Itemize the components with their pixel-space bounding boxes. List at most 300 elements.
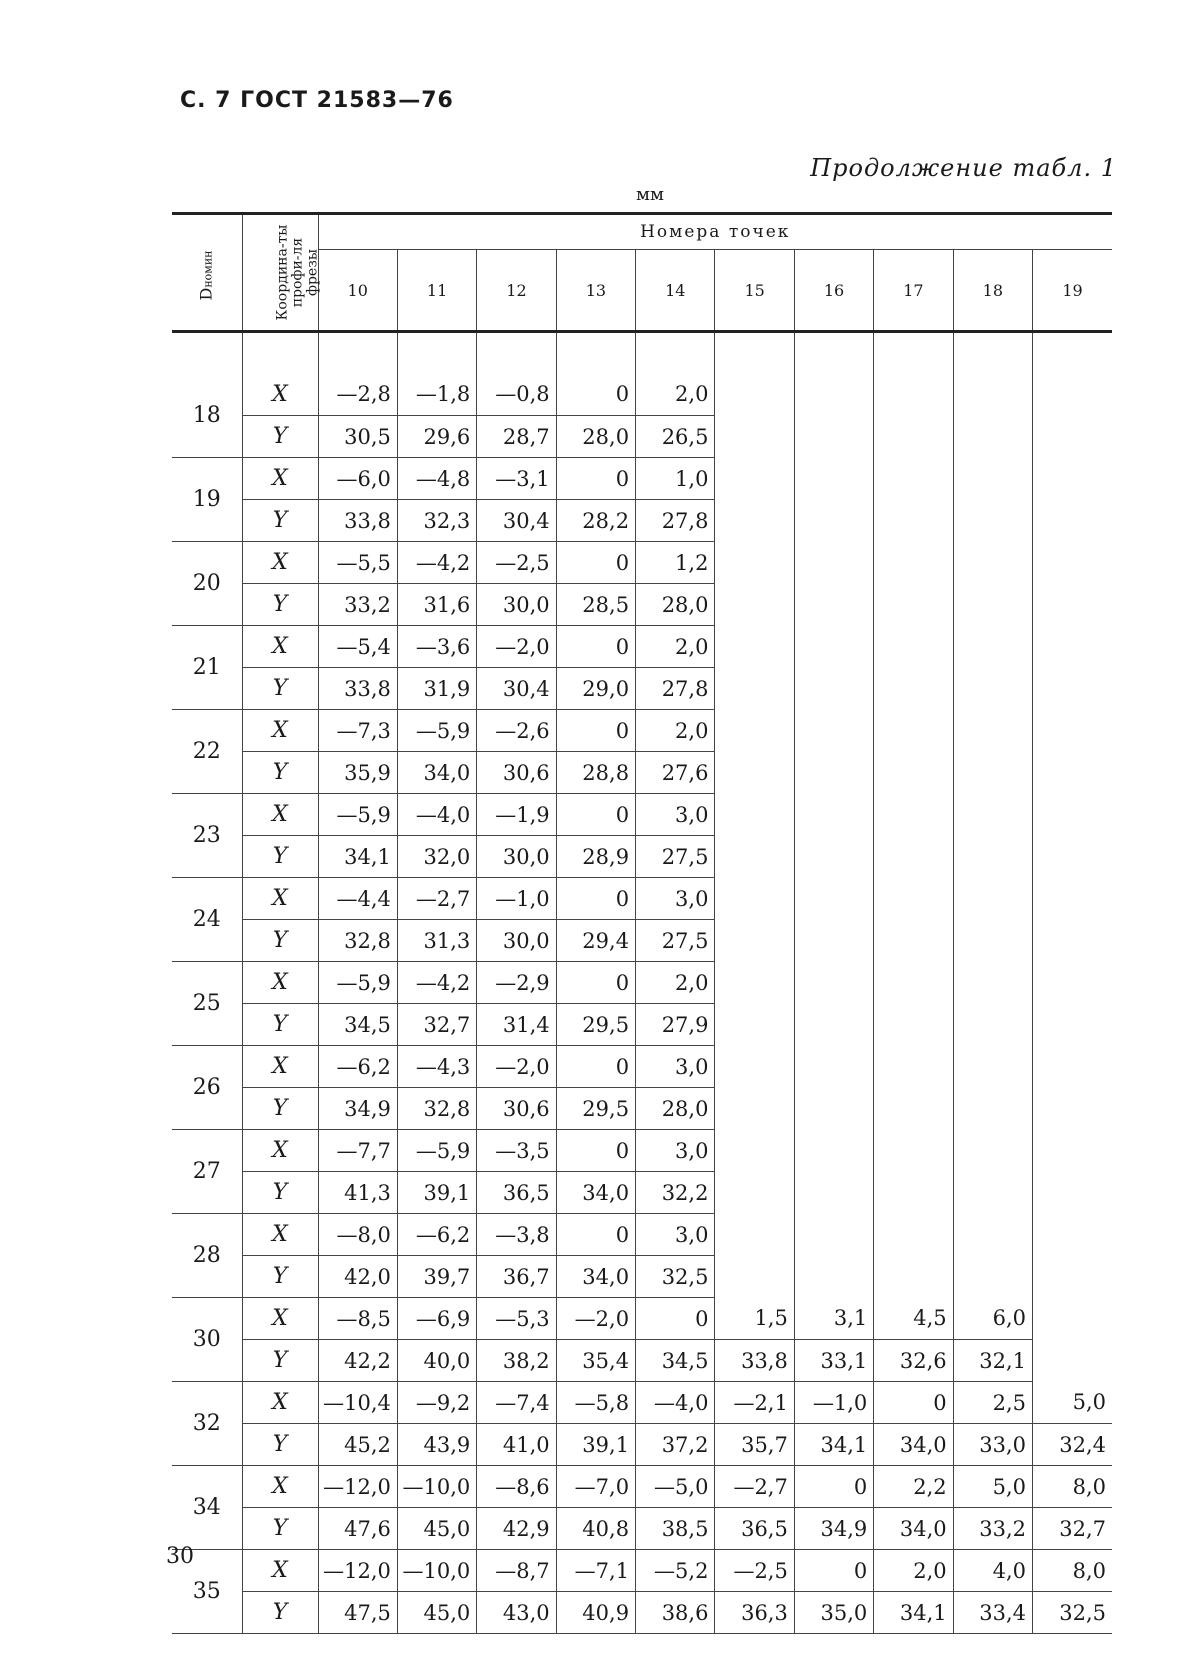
coordinate-label-cell: X — [242, 458, 318, 500]
value-cell — [874, 416, 953, 458]
value-cell: 29,5 — [556, 1088, 635, 1130]
point-number-header: 15 — [715, 250, 794, 332]
table-row — [172, 1508, 1112, 1550]
coordinate-label-cell: Y — [242, 1256, 318, 1298]
table-row — [172, 1550, 1112, 1592]
value-cell: 3,0 — [636, 1130, 715, 1172]
value-cell — [874, 1088, 953, 1130]
table-row — [172, 962, 1112, 1004]
coordinate-label-cell: X — [242, 542, 318, 584]
value-cell: 6,0 — [953, 1298, 1032, 1340]
coordinate-label-cell: Y — [242, 584, 318, 626]
value-cell: —5,5 — [318, 542, 397, 584]
value-cell: 34,0 — [556, 1256, 635, 1298]
value-cell — [1033, 836, 1112, 878]
value-cell: —8,5 — [318, 1298, 397, 1340]
nominal-diameter-cell: 28 — [172, 1214, 242, 1298]
table-row — [172, 920, 1112, 962]
value-cell: 31,9 — [397, 668, 476, 710]
value-cell — [715, 668, 794, 710]
value-cell: 5,0 — [953, 1466, 1032, 1508]
value-cell — [715, 584, 794, 626]
value-cell: —2,9 — [477, 962, 556, 1004]
value-cell: 34,1 — [874, 1592, 953, 1634]
value-cell — [1033, 752, 1112, 794]
value-cell: 28,5 — [556, 584, 635, 626]
value-cell: 28,2 — [556, 500, 635, 542]
coordinate-label-cell: X — [242, 1466, 318, 1508]
coordinate-label-cell: Y — [242, 1340, 318, 1382]
value-cell: 33,1 — [794, 1340, 873, 1382]
value-cell — [874, 668, 953, 710]
value-cell: —7,1 — [556, 1550, 635, 1592]
value-cell — [953, 878, 1032, 920]
value-cell — [874, 1130, 953, 1172]
value-cell: —4,3 — [397, 1046, 476, 1088]
value-cell: 37,2 — [636, 1424, 715, 1466]
point-number-header: 16 — [794, 250, 873, 332]
value-cell: 35,4 — [556, 1340, 635, 1382]
value-cell — [1033, 1298, 1112, 1340]
value-cell: —5,9 — [318, 794, 397, 836]
value-cell: 0 — [556, 626, 635, 668]
value-cell: —2,0 — [477, 626, 556, 668]
table-row — [172, 584, 1112, 626]
value-cell: 39,7 — [397, 1256, 476, 1298]
coordinate-label-cell: X — [242, 1214, 318, 1256]
value-cell: 3,0 — [636, 794, 715, 836]
value-cell: —5,9 — [397, 710, 476, 752]
value-cell: 34,5 — [636, 1340, 715, 1382]
value-cell: 43,0 — [477, 1592, 556, 1634]
value-cell: 34,9 — [794, 1508, 873, 1550]
value-cell: 28,0 — [556, 416, 635, 458]
value-cell: —8,0 — [318, 1214, 397, 1256]
value-cell: —4,2 — [397, 962, 476, 1004]
value-cell: 36,7 — [477, 1256, 556, 1298]
value-cell: 40,9 — [556, 1592, 635, 1634]
value-cell — [953, 1088, 1032, 1130]
value-cell: —2,7 — [715, 1466, 794, 1508]
value-cell — [794, 1004, 873, 1046]
coordinate-label-cell: Y — [242, 836, 318, 878]
value-cell: 33,8 — [318, 668, 397, 710]
value-cell: —10,0 — [397, 1550, 476, 1592]
value-cell: 0 — [556, 710, 635, 752]
table-row — [172, 752, 1112, 794]
value-cell: 2,5 — [953, 1382, 1032, 1424]
coordinate-label-cell: X — [242, 794, 318, 836]
nominal-diameter-cell: 22 — [172, 710, 242, 794]
value-cell — [1033, 1256, 1112, 1298]
value-cell — [1033, 1088, 1112, 1130]
value-cell — [1033, 1130, 1112, 1172]
value-cell: —7,4 — [477, 1382, 556, 1424]
coordinate-label-cell: X — [242, 626, 318, 668]
value-cell: —4,8 — [397, 458, 476, 500]
value-cell — [1033, 1004, 1112, 1046]
nominal-diameter-cell: 23 — [172, 794, 242, 878]
value-cell — [794, 1046, 873, 1088]
value-cell: —4,2 — [397, 542, 476, 584]
value-cell — [715, 878, 794, 920]
value-cell: 30,0 — [477, 584, 556, 626]
value-cell: —1,0 — [794, 1382, 873, 1424]
value-cell: 30,0 — [477, 836, 556, 878]
value-cell — [715, 794, 794, 836]
value-cell: 26,5 — [636, 416, 715, 458]
value-cell: 0 — [556, 1046, 635, 1088]
value-cell: 38,5 — [636, 1508, 715, 1550]
value-cell: 2,0 — [636, 626, 715, 668]
value-cell: 28,8 — [556, 752, 635, 794]
value-cell: 32,5 — [636, 1256, 715, 1298]
point-number-header: 12 — [477, 250, 556, 332]
value-cell: 36,5 — [715, 1508, 794, 1550]
value-cell: —12,0 — [318, 1550, 397, 1592]
value-cell: —5,2 — [636, 1550, 715, 1592]
value-cell: 30,4 — [477, 668, 556, 710]
nominal-diameter-cell: 34 — [172, 1466, 242, 1550]
value-cell — [1033, 458, 1112, 500]
value-cell: —4,0 — [397, 794, 476, 836]
table-row — [172, 542, 1112, 584]
column-header-coordinates: Координа-ты профи-ля фрезы — [242, 214, 318, 332]
value-cell: 34,1 — [794, 1424, 873, 1466]
value-cell — [953, 962, 1032, 1004]
value-cell — [1033, 962, 1112, 1004]
point-number-header: 11 — [397, 250, 476, 332]
value-cell: 32,8 — [318, 920, 397, 962]
value-cell: 33,2 — [953, 1508, 1032, 1550]
value-cell: 34,0 — [397, 752, 476, 794]
point-number-header: 10 — [318, 250, 397, 332]
value-cell — [1033, 584, 1112, 626]
value-cell: —6,2 — [397, 1214, 476, 1256]
value-cell: 33,2 — [318, 584, 397, 626]
coordinate-label-cell: Y — [242, 1508, 318, 1550]
value-cell: 42,0 — [318, 1256, 397, 1298]
coordinate-label-cell: Y — [242, 1592, 318, 1634]
coordinate-label-cell: X — [242, 374, 318, 416]
value-cell: 32,7 — [397, 1004, 476, 1046]
value-cell — [794, 1256, 873, 1298]
table-row — [172, 626, 1112, 668]
value-cell — [715, 500, 794, 542]
point-number-header: 18 — [953, 250, 1032, 332]
coordinate-label-cell: X — [242, 1382, 318, 1424]
value-cell: 38,6 — [636, 1592, 715, 1634]
value-cell — [794, 962, 873, 1004]
coordinate-label-cell: Y — [242, 500, 318, 542]
value-cell: 30,5 — [318, 416, 397, 458]
value-cell — [874, 920, 953, 962]
value-cell: 0 — [794, 1466, 873, 1508]
value-cell: 42,9 — [477, 1508, 556, 1550]
coordinate-label-cell: Y — [242, 920, 318, 962]
value-cell: 32,7 — [1033, 1508, 1112, 1550]
value-cell — [874, 374, 953, 416]
value-cell — [1033, 374, 1112, 416]
value-cell — [874, 458, 953, 500]
value-cell: 35,9 — [318, 752, 397, 794]
value-cell — [1033, 710, 1112, 752]
value-cell: 8,0 — [1033, 1466, 1112, 1508]
value-cell: 35,7 — [715, 1424, 794, 1466]
value-cell — [874, 962, 953, 1004]
table-row — [172, 710, 1112, 752]
value-cell: —6,9 — [397, 1298, 476, 1340]
nominal-diameter-cell: 20 — [172, 542, 242, 626]
coordinate-label-cell: Y — [242, 1088, 318, 1130]
value-cell: 30,4 — [477, 500, 556, 542]
value-cell — [715, 962, 794, 1004]
value-cell — [794, 710, 873, 752]
value-cell: —1,8 — [397, 374, 476, 416]
value-cell: 29,5 — [556, 1004, 635, 1046]
value-cell: 38,2 — [477, 1340, 556, 1382]
value-cell: —3,6 — [397, 626, 476, 668]
value-cell — [715, 416, 794, 458]
value-cell — [874, 500, 953, 542]
value-cell: 32,8 — [397, 1088, 476, 1130]
value-cell: —5,0 — [636, 1466, 715, 1508]
value-cell — [953, 1046, 1032, 1088]
value-cell: —7,0 — [556, 1466, 635, 1508]
value-cell: —3,5 — [477, 1130, 556, 1172]
value-cell: —2,5 — [477, 542, 556, 584]
value-cell: 28,7 — [477, 416, 556, 458]
value-cell: 27,5 — [636, 836, 715, 878]
points-title: Номера точек — [318, 214, 1112, 250]
value-cell: 4,5 — [874, 1298, 953, 1340]
value-cell — [715, 458, 794, 500]
table-row — [172, 668, 1112, 710]
value-cell: —12,0 — [318, 1466, 397, 1508]
value-cell: 2,2 — [874, 1466, 953, 1508]
value-cell: 47,6 — [318, 1508, 397, 1550]
value-cell — [953, 1256, 1032, 1298]
value-cell: 35,0 — [794, 1592, 873, 1634]
table-row — [172, 374, 1112, 416]
value-cell — [1033, 626, 1112, 668]
nominal-diameter-cell: 26 — [172, 1046, 242, 1130]
point-number-header: 17 — [874, 250, 953, 332]
value-cell: 30,0 — [477, 920, 556, 962]
value-cell: 27,8 — [636, 500, 715, 542]
value-cell: —2,0 — [556, 1298, 635, 1340]
value-cell — [715, 1256, 794, 1298]
value-cell: 0 — [556, 962, 635, 1004]
value-cell — [953, 584, 1032, 626]
value-cell: 1,2 — [636, 542, 715, 584]
table-row — [172, 500, 1112, 542]
value-cell — [794, 1214, 873, 1256]
coordinate-label-cell: Y — [242, 1004, 318, 1046]
value-cell: 29,0 — [556, 668, 635, 710]
table-row — [172, 1382, 1112, 1424]
value-cell — [1033, 1214, 1112, 1256]
value-cell: 33,8 — [318, 500, 397, 542]
value-cell: —1,0 — [477, 878, 556, 920]
value-cell: 34,9 — [318, 1088, 397, 1130]
value-cell: 34,0 — [556, 1172, 635, 1214]
value-cell: —8,6 — [477, 1466, 556, 1508]
value-cell — [794, 458, 873, 500]
value-cell — [715, 374, 794, 416]
value-cell: 0 — [556, 878, 635, 920]
value-cell: 2,0 — [636, 962, 715, 1004]
value-cell: 31,4 — [477, 1004, 556, 1046]
value-cell: 40,8 — [556, 1508, 635, 1550]
table-row — [172, 416, 1112, 458]
nominal-diameter-cell: 24 — [172, 878, 242, 962]
value-cell: —4,4 — [318, 878, 397, 920]
value-cell — [794, 836, 873, 878]
units-label: мм — [636, 184, 665, 205]
value-cell — [794, 500, 873, 542]
value-cell: —1,9 — [477, 794, 556, 836]
point-number-header: 13 — [556, 250, 635, 332]
value-cell: —2,0 — [477, 1046, 556, 1088]
value-cell — [953, 374, 1032, 416]
value-cell — [794, 584, 873, 626]
page-number: 30 — [166, 1544, 194, 1569]
value-cell — [953, 500, 1032, 542]
value-cell — [874, 1256, 953, 1298]
coordinate-label-cell: X — [242, 710, 318, 752]
coordinate-label-cell: X — [242, 1046, 318, 1088]
value-cell: 40,0 — [397, 1340, 476, 1382]
value-cell — [874, 752, 953, 794]
value-cell: —2,1 — [715, 1382, 794, 1424]
table-row — [172, 1046, 1112, 1088]
coordinate-label-cell: Y — [242, 668, 318, 710]
value-cell: 32,3 — [397, 500, 476, 542]
value-cell — [1033, 794, 1112, 836]
value-cell — [953, 1172, 1032, 1214]
value-cell — [794, 416, 873, 458]
value-cell — [794, 1088, 873, 1130]
value-cell: 32,2 — [636, 1172, 715, 1214]
coordinate-label-cell: X — [242, 1130, 318, 1172]
table-row — [172, 458, 1112, 500]
coordinate-label-cell: Y — [242, 1172, 318, 1214]
value-cell — [1033, 416, 1112, 458]
value-cell: —0,8 — [477, 374, 556, 416]
value-cell: 2,0 — [874, 1550, 953, 1592]
value-cell: 36,5 — [477, 1172, 556, 1214]
coordinate-label-cell: X — [242, 878, 318, 920]
value-cell: 43,9 — [397, 1424, 476, 1466]
table-row — [172, 1592, 1112, 1634]
value-cell — [794, 668, 873, 710]
value-cell — [1033, 1046, 1112, 1088]
value-cell: —2,6 — [477, 710, 556, 752]
value-cell: 3,0 — [636, 1214, 715, 1256]
value-cell: —5,3 — [477, 1298, 556, 1340]
value-cell: 27,9 — [636, 1004, 715, 1046]
value-cell: 34,0 — [874, 1508, 953, 1550]
value-cell — [874, 836, 953, 878]
nominal-diameter-cell: 27 — [172, 1130, 242, 1214]
value-cell — [953, 1214, 1032, 1256]
value-cell: 41,3 — [318, 1172, 397, 1214]
point-number-header: 14 — [636, 250, 715, 332]
value-cell: 0 — [636, 1298, 715, 1340]
nominal-diameter-cell: 25 — [172, 962, 242, 1046]
table-row — [172, 794, 1112, 836]
value-cell: 42,2 — [318, 1340, 397, 1382]
value-cell: 32,1 — [953, 1340, 1032, 1382]
value-cell — [1033, 668, 1112, 710]
value-cell — [874, 584, 953, 626]
value-cell: —10,0 — [397, 1466, 476, 1508]
value-cell — [874, 878, 953, 920]
value-cell: 33,4 — [953, 1592, 1032, 1634]
value-cell: 28,0 — [636, 1088, 715, 1130]
nominal-diameter-cell: 30 — [172, 1298, 242, 1382]
value-cell — [1033, 878, 1112, 920]
value-cell: 1,0 — [636, 458, 715, 500]
document-header: С. 7 ГОСТ 21583—76 — [180, 88, 454, 113]
coordinate-label-cell: X — [242, 1298, 318, 1340]
value-cell: 30,6 — [477, 1088, 556, 1130]
column-header-d: Dномин — [172, 214, 242, 332]
value-cell: —7,7 — [318, 1130, 397, 1172]
value-cell — [953, 458, 1032, 500]
value-cell: —2,7 — [397, 878, 476, 920]
table-row — [172, 1088, 1112, 1130]
table-row — [172, 1340, 1112, 1382]
value-cell: 39,1 — [556, 1424, 635, 1466]
value-cell — [1033, 542, 1112, 584]
value-cell: 32,4 — [1033, 1424, 1112, 1466]
nominal-diameter-cell: 19 — [172, 458, 242, 542]
nominal-diameter-cell: 35 — [172, 1550, 242, 1634]
value-cell — [715, 752, 794, 794]
nominal-diameter-cell: 18 — [172, 374, 242, 458]
table-row — [172, 1214, 1112, 1256]
coordinate-label-cell: X — [242, 1550, 318, 1592]
value-cell — [715, 920, 794, 962]
value-cell: 3,1 — [794, 1298, 873, 1340]
value-cell — [874, 1214, 953, 1256]
value-cell — [1033, 1172, 1112, 1214]
value-cell: 34,1 — [318, 836, 397, 878]
value-cell — [715, 1046, 794, 1088]
value-cell: 47,5 — [318, 1592, 397, 1634]
value-cell — [953, 542, 1032, 584]
table-row — [172, 1256, 1112, 1298]
value-cell: 27,8 — [636, 668, 715, 710]
table-row — [172, 1298, 1112, 1340]
nominal-diameter-cell: 21 — [172, 626, 242, 710]
value-cell — [715, 1130, 794, 1172]
value-cell: 28,9 — [556, 836, 635, 878]
value-cell — [794, 374, 873, 416]
value-cell: 45,2 — [318, 1424, 397, 1466]
value-cell: 0 — [874, 1382, 953, 1424]
value-cell: 3,0 — [636, 1046, 715, 1088]
value-cell: —9,2 — [397, 1382, 476, 1424]
value-cell: 2,0 — [636, 710, 715, 752]
value-cell: 45,0 — [397, 1508, 476, 1550]
value-cell — [874, 710, 953, 752]
coordinate-label-cell: Y — [242, 1424, 318, 1466]
value-cell — [715, 542, 794, 584]
value-cell — [874, 1172, 953, 1214]
